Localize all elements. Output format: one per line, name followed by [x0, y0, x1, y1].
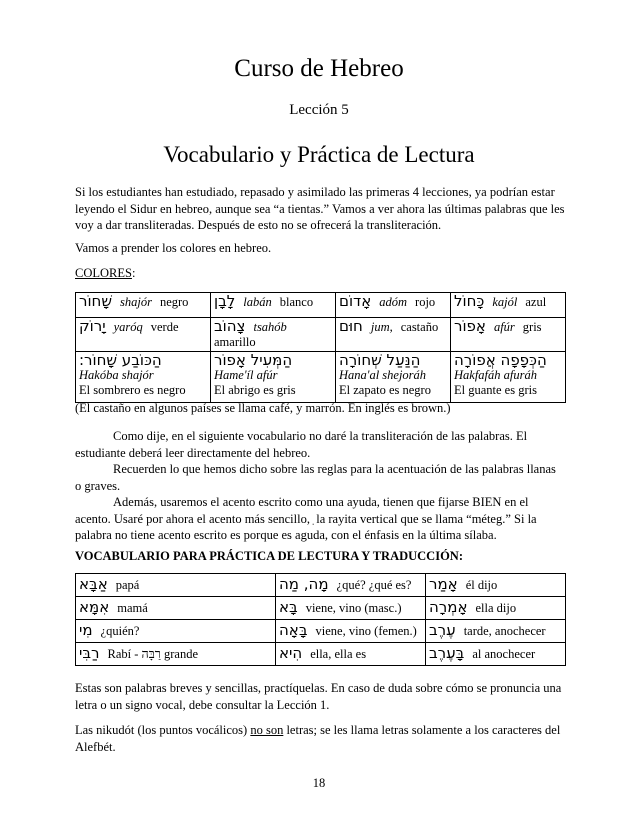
transliteration: kajól	[492, 295, 518, 309]
color-cell	[76, 318, 211, 352]
meaning: rojo	[415, 295, 436, 309]
vocab-cell	[76, 643, 276, 666]
meaning: blanco	[279, 295, 314, 309]
hebrew-word: הִיא	[279, 644, 303, 662]
phrase-cell	[451, 352, 566, 403]
phrase-cell	[211, 352, 336, 403]
nikudot-emphasis: no son	[250, 723, 284, 737]
color-cell	[336, 318, 451, 352]
color-cell	[336, 293, 451, 318]
transliteration: Hana'al shejoráh	[339, 368, 427, 382]
hebrew-word: מִי	[79, 621, 93, 639]
colors-row	[76, 318, 566, 352]
meaning: El zapato es negro	[339, 383, 431, 397]
vocab-row	[76, 643, 566, 666]
practice-paragraph: Estas son palabras breves y sencillas, practíquelas. En caso de duda sobre cómo se pronuncia una letra o un signo vocal, debe consultar la Lección 1.	[75, 681, 562, 712]
transliteration: jum,	[370, 320, 393, 334]
hebrew-word: רַבִּי	[79, 644, 100, 662]
color-cell	[451, 293, 566, 318]
meaning: castaño	[400, 320, 439, 334]
meaning: negro	[159, 295, 189, 309]
transliteration: Hame'íl afúr	[214, 368, 278, 382]
color-cell	[76, 293, 211, 318]
transliteration: shajór	[119, 295, 152, 309]
meaning: gris	[522, 320, 542, 334]
meaning: viene, vino (masc.)	[305, 601, 402, 615]
hebrew-word: צָהוֹב	[214, 317, 246, 335]
meaning: ¿quién?	[100, 624, 140, 638]
color-cell	[211, 318, 336, 352]
nikudot-text-start: Las nikudót (los puntos vocálicos)	[75, 723, 251, 737]
vocab-cell	[426, 643, 566, 666]
transliteration: tsahób	[253, 320, 287, 334]
instruction-paragraph: Como dije, en el siguiente vocabulario no daré la transliteración de las palabras. El estudiante deberá leer directamente del hebreo.	[75, 429, 528, 460]
meaning: al anochecer	[472, 647, 536, 661]
meaning: mamá	[117, 601, 148, 615]
color-cell	[211, 293, 336, 318]
colors-heading	[75, 265, 565, 282]
hebrew-phrase: הַכְּפָפָה אֲפוֹרָה	[454, 351, 547, 369]
meaning: verde	[150, 320, 179, 334]
vocab-heading: VOCABULARIO PARA PRÁCTICA DE LECTURA Y TRADUCCIÓN:	[75, 549, 463, 563]
nikudot-text-end: letras; se les llama letras solamente a los caracteres del Alefbét.	[75, 723, 561, 754]
hebrew-word: שָׁחוֹר	[79, 292, 112, 310]
lesson-number: Lección 5	[289, 102, 349, 118]
transliteration: yaróq	[113, 320, 143, 334]
hebrew-word: יָרוֹק	[79, 317, 106, 335]
meaning: viene, vino (femen.)	[315, 624, 417, 638]
hebrew-word: אָמְרָה	[429, 598, 468, 616]
hebrew-word: עֶרֶב	[429, 621, 456, 639]
colors-note: (El castaño en algunos países se llama café, y marrón. En inglés es brown.)	[75, 401, 451, 415]
vocab-cell	[426, 574, 566, 597]
vocab-cell	[76, 620, 276, 643]
transliteration: afúr	[493, 320, 515, 334]
hebrew-word: אַבָּא	[79, 575, 108, 593]
vocab-cell	[76, 597, 276, 620]
lesson-subtitle: Vocabulario y Práctica de Lectura	[163, 142, 475, 167]
vocab-cell	[276, 643, 426, 666]
reading-instructions	[75, 428, 565, 544]
vocab-cell	[276, 620, 426, 643]
phrase-cell	[336, 352, 451, 403]
hebrew-word: אָמַר	[429, 575, 458, 593]
meaning: él dijo	[465, 578, 498, 592]
color-cell	[451, 318, 566, 352]
hebrew-word: אָפוֹר	[454, 317, 486, 335]
hebrew-word: בָּאָה	[279, 621, 308, 639]
hebrew-phrase: הַנַּעַל שְׁחוֹרָה	[339, 351, 421, 369]
hebrew-word: חוּם	[339, 317, 363, 335]
hebrew-phrase: הַכּוֹבַע שָׁחוֹר:	[79, 351, 162, 369]
meaning: amarillo	[214, 335, 256, 349]
instruction-paragraph: Recuerden lo que hemos dicho sobre las reglas para la acentuación de las palabras llanas o graves.	[75, 462, 556, 493]
hebrew-word: בָּא	[279, 598, 298, 616]
transliteration: Hakóba shajór	[79, 368, 154, 382]
page-number: 18	[312, 776, 326, 790]
hebrew-word: בָּעֶרֶב	[429, 644, 465, 662]
meaning: azul	[525, 295, 547, 309]
hebrew-word: אִמָּא	[79, 598, 110, 616]
vocab-row	[76, 597, 566, 620]
hebrew-word: אָדוֹם	[339, 292, 372, 310]
hebrew-word: כָּחוֹל	[454, 292, 485, 310]
vocab-row	[76, 574, 566, 597]
meaning: ella dijo	[475, 601, 517, 615]
colors-row	[76, 352, 566, 403]
colors-intro: Vamos a prender los colores en hebreo.	[75, 241, 272, 255]
colors-heading-colon: :	[131, 266, 136, 280]
colors-heading-label: COLORES	[75, 266, 132, 280]
vocab-cell	[276, 574, 426, 597]
hebrew-word: לָבָן	[214, 292, 236, 310]
meaning: Rabí - רַבָּה grande	[107, 647, 199, 661]
vocab-cell	[426, 620, 566, 643]
transliteration: labán	[243, 295, 272, 309]
phrase-cell	[76, 352, 211, 403]
vocab-cell	[276, 597, 426, 620]
vocab-row	[76, 620, 566, 643]
hebrew-word: מָה, מַה	[279, 575, 329, 593]
meaning: El sombrero es negro	[79, 383, 186, 397]
vocab-cell	[426, 597, 566, 620]
colors-row	[76, 293, 566, 318]
vocab-cell	[76, 574, 276, 597]
nikudot-paragraph	[75, 722, 565, 755]
hebrew-phrase: הַמְּעִיל אָפוֹר	[214, 351, 293, 369]
instruction-paragraph: Además, usaremos el acento escrito como una ayuda, tienen que fijarse BIEN en el acento. Usaré por ahora el acento más sencillo, ֽ la rayita vertical que se llama “méteg.” Si la palabra no tiene acento escrito es porque es aguda, con el énfasis en la última sílaba.	[75, 495, 537, 542]
transliteration: Hakfafáh afuráh	[454, 368, 537, 382]
transliteration: adóm	[379, 295, 408, 309]
colors-table	[75, 292, 566, 403]
meaning: El guante es gris	[454, 383, 537, 397]
meaning: El abrigo es gris	[214, 383, 296, 397]
meaning: tarde, anochecer	[463, 624, 546, 638]
course-title: Curso de Hebreo	[234, 55, 404, 82]
intro-paragraph: Si los estudiantes han estudiado, repasado y asimilado las primeras 4 lecciones, ya podrían estar leyendo el Sidur en hebreo, aunque sea “a tientas.” Vamos a ver ahora las últimas palabras que les voy a dar transliteradas. Después de esto no se ofrecerá la transliteración.	[75, 185, 565, 232]
meaning: ella, ella es	[310, 647, 367, 661]
vocab-table	[75, 573, 566, 666]
meaning: papá	[115, 578, 140, 592]
meaning: ¿qué? ¿qué es?	[336, 578, 412, 592]
